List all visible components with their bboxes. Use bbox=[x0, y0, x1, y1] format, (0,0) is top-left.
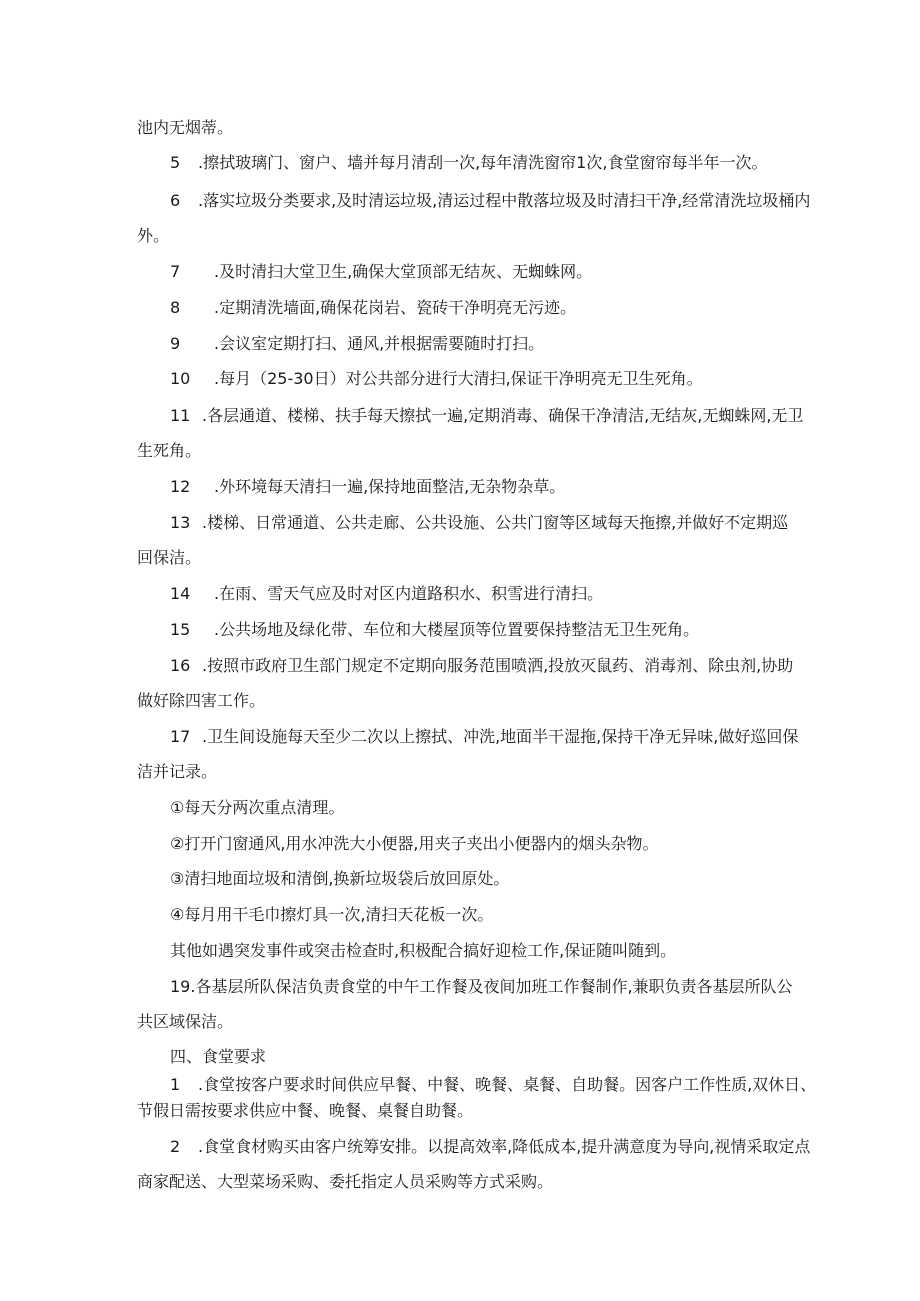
item-15-number: 15 bbox=[170, 620, 191, 639]
item-16-number: 16 bbox=[170, 656, 191, 675]
item-5-text: .擦拭玻璃门、窗户、墙并每月清刮一次,每年清洗窗帘1次,食堂窗帘每半年一次。 bbox=[198, 153, 768, 172]
item-6 bbox=[170, 191, 810, 211]
item-16-text: .按照市政府卫生部门规定不定期向服务范围喷洒,投放灭鼠药、消毒剂、除虫剂,协助 bbox=[202, 656, 794, 675]
item-11-continuation: 生死角。 bbox=[137, 441, 202, 460]
item-6-text: .落实垃圾分类要求,及时清运垃圾,清运过程中散落垃圾及时清扫干净,经常清洗垃圾桶内 bbox=[198, 191, 811, 210]
item-11-text: .各层通道、楼梯、扶手每天擦拭一遍,定期消毒、确保干净清洁,无结灰,无蜘蛛网,无卫 bbox=[202, 406, 804, 425]
item-8 bbox=[170, 298, 576, 318]
item-5 bbox=[170, 153, 767, 173]
item-15-text: .公共场地及绿化带、车位和大楼屋顶等位置要保持整洁无卫生死角。 bbox=[214, 620, 700, 639]
sub-item-3: ③清扫地面垃圾和清倒,换新垃圾袋后放回原处。 bbox=[170, 869, 510, 888]
canteen-item-2 bbox=[170, 1137, 810, 1157]
item-13-number: 13 bbox=[170, 513, 191, 532]
item-16 bbox=[170, 656, 793, 676]
sub-item-4: ④每月用干毛巾擦灯具一次,清扫天花板一次。 bbox=[170, 905, 494, 924]
item-17-continuation: 洁并记录。 bbox=[137, 762, 218, 781]
item-9 bbox=[170, 334, 544, 354]
item-16-continuation: 做好除四害工作。 bbox=[137, 691, 266, 710]
item-7-number: 7 bbox=[170, 262, 181, 281]
item-7-text: .及时清扫大堂卫生,确保大堂顶部无结灰、无蜘蛛网。 bbox=[214, 262, 593, 281]
item-19-continuation: 共区域保洁。 bbox=[137, 1012, 234, 1031]
item-10-text: .每月（25-30日）对公共部分进行大清扫,保证干净明亮无卫生死角。 bbox=[214, 369, 703, 388]
item-14-text: .在雨、雪天气应及时对区内道路积水、积雪进行清扫。 bbox=[214, 584, 604, 603]
item-8-text: .定期清洗墙面,确保花岗岩、瓷砖干净明亮无污迹。 bbox=[214, 298, 577, 317]
item-17-number: 17 bbox=[170, 727, 191, 746]
item-11 bbox=[170, 406, 803, 426]
canteen-item-2-text: .食堂食材购买由客户统筹安排。以提高效率,降低成本,提升满意度为导向,视情采取定点 bbox=[198, 1137, 811, 1156]
item-9-number: 9 bbox=[170, 334, 181, 353]
item-15 bbox=[170, 620, 699, 640]
item-9-text: .会议室定期打扫、通风,并根据需要随时打扫。 bbox=[214, 334, 545, 353]
canteen-item-2-number: 2 bbox=[170, 1137, 181, 1156]
section-heading: 四、食堂要求 bbox=[170, 1047, 267, 1066]
item-6-continuation: 外。 bbox=[137, 226, 170, 245]
item-12-number: 12 bbox=[170, 477, 191, 496]
item-12 bbox=[170, 477, 565, 497]
sub-item-1: ①每天分两次重点清理。 bbox=[170, 798, 345, 817]
item-10 bbox=[170, 369, 703, 389]
item-12-text: .外环境每天清扫一遍,保持地面整洁,无杂物杂草。 bbox=[214, 477, 566, 496]
item-13-text: .楼梯、日常通道、公共走廊、公共设施、公共门窗等区域每天拖擦,并做好不定期巡 bbox=[202, 513, 789, 532]
item-19: 19.各基层所队保洁负责食堂的中午工作餐及夜间加班工作餐制作,兼职负责各基层所队公 bbox=[170, 977, 793, 996]
item-6-number: 6 bbox=[170, 191, 181, 210]
canteen-item-1-continuation: 节假日需按要求供应中餐、晚餐、桌餐自助餐。 bbox=[137, 1101, 474, 1120]
item-11-number: 11 bbox=[170, 406, 191, 425]
canteen-item-1 bbox=[170, 1075, 816, 1095]
sub-item-2: ②打开门窗通风,用水冲洗大小便器,用夹子夹出小便器内的烟头杂物。 bbox=[170, 834, 659, 853]
item-17-text: .卫生间设施每天至少二次以上擦拭、冲洗,地面半干湿拖,保持干净无异味,做好巡回保 bbox=[202, 727, 799, 746]
canteen-item-2-continuation: 商家配送、大型菜场采购、委托指定人员采购等方式采购。 bbox=[137, 1172, 554, 1191]
item-7 bbox=[170, 262, 592, 282]
item-13 bbox=[170, 513, 788, 533]
emergency-note: 其他如遇突发事件或突击检查时,积极配合搞好迎检工作,保证随叫随到。 bbox=[170, 941, 677, 960]
item-8-number: 8 bbox=[170, 298, 181, 317]
item-14 bbox=[170, 584, 603, 604]
paragraph-4-continuation: 池内无烟蒂。 bbox=[137, 118, 234, 137]
item-17 bbox=[170, 727, 798, 747]
item-5-number: 5 bbox=[170, 153, 181, 172]
canteen-item-1-number: 1 bbox=[170, 1075, 181, 1094]
item-14-number: 14 bbox=[170, 584, 191, 603]
item-13-continuation: 回保洁。 bbox=[137, 548, 202, 567]
canteen-item-1-text: .食堂按客户要求时间供应早餐、中餐、晚餐、桌餐、自助餐。因客户工作性质,双休日、 bbox=[198, 1075, 817, 1094]
item-10-number: 10 bbox=[170, 369, 191, 388]
